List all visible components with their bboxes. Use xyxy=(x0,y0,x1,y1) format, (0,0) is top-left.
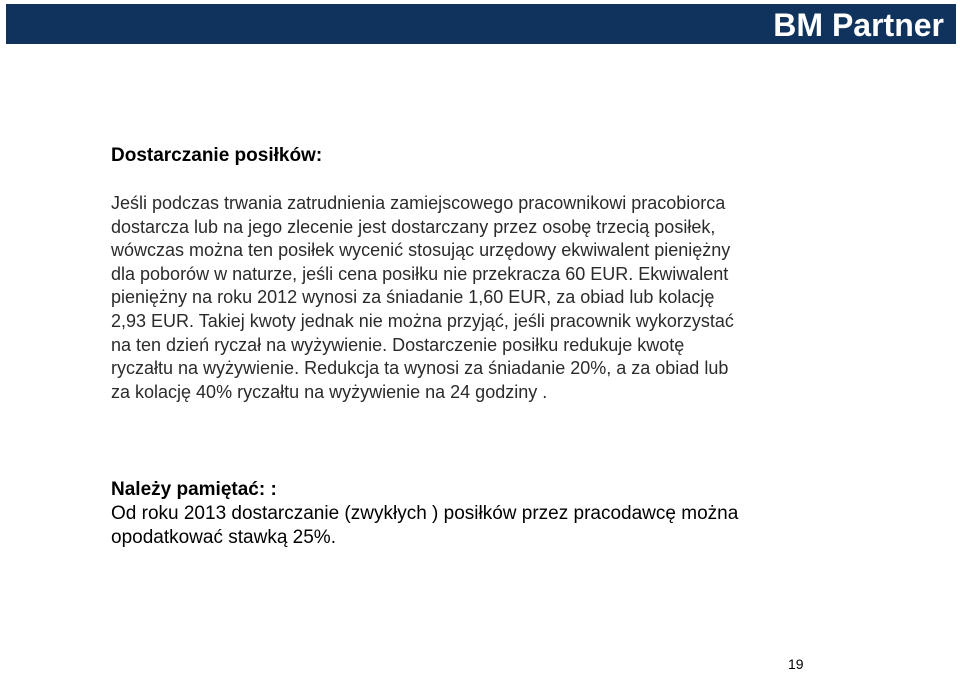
section-body xyxy=(111,192,851,404)
note-title: Należy pamiętać: : xyxy=(111,479,277,500)
note-line: opodatkować stawką 25%. xyxy=(111,527,336,548)
body-line: 2,93 EUR. Takiej kwoty jednak nie można przyjąć, jeśli pracownik wykorzystać xyxy=(111,310,734,331)
note-line: Od roku 2013 dostarczanie (zwykłych ) posiłków przez pracodawcę można xyxy=(111,503,739,524)
body-line: za kolację 40% ryczałtu na wyżywienie na 24 godziny . xyxy=(111,381,548,402)
note-body xyxy=(111,502,871,550)
section-title: Dostarczanie posiłków: xyxy=(111,145,323,166)
body-line: pieniężny na roku 2012 wynosi za śniadanie 1,60 EUR, za obiad lub kolację xyxy=(111,287,715,308)
header-bar xyxy=(6,4,956,44)
body-line: dostarcza lub na jego zlecenie jest dostarczany przez osobę trzecią posiłek, xyxy=(111,216,716,237)
body-line: ryczałtu na wyżywienie. Redukcja ta wynosi za śniadanie 20%, a za obiad lub xyxy=(111,358,729,379)
brand-title: BM Partner xyxy=(773,7,944,43)
page-number: 19 xyxy=(788,656,804,672)
body-line: wówczas można ten posiłek wycenić stosując urzędowy ekwiwalent pieniężny xyxy=(111,240,731,261)
body-line: dla poborów w naturze, jeśli cena posiłku nie przekracza 60 EUR. Ekwiwalent xyxy=(111,263,729,284)
body-line: Jeśli podczas trwania zatrudnienia zamiejscowego pracownikowi pracobiorca xyxy=(111,193,726,213)
body-line: na ten dzień ryczał na wyżywienie. Dostarczenie posiłku redukuje kwotę xyxy=(111,334,685,355)
